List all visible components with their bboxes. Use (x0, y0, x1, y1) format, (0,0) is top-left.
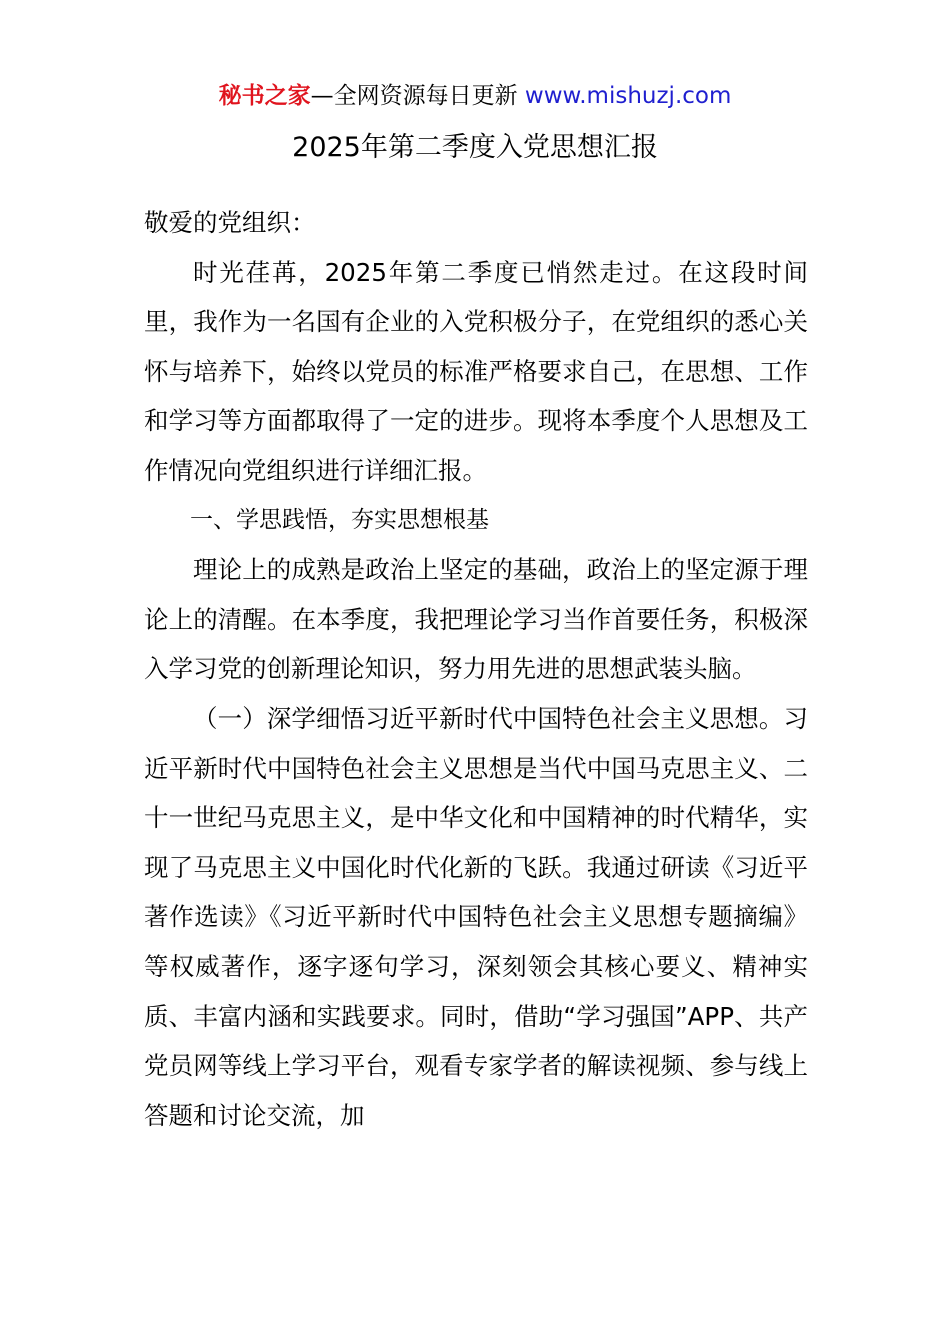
paragraph-section-1: 理论上的成熟是政治上坚定的基础，政治上的坚定源于理论上的清醒。在本季度，我把理论学习当作首要任务，积极深入学习党的创新理论知识，努力用先进的思想武装头脑。 (144, 555, 808, 684)
brand-name: 秘书之家 (218, 83, 311, 109)
document-title: 2025年第二季度入党思想汇报 (292, 132, 658, 163)
paragraph-intro: 时光荏苒，2025年第二季度已悄然走过。在这段时间里，我作为一名国有企业的入党积极分子，在党组织的悉心关怀与培养下，始终以党员的标准严格要求自己，在思想、工作和学习等方面都取得了一定的进步。现将本季度个人思想及工作情况向党组织进行详细汇报。 (144, 257, 808, 485)
site-header (0, 80, 950, 112)
site-url-link[interactable]: www.mishuzj.com (524, 83, 732, 109)
document-body (144, 198, 808, 1140)
paragraph-subsection-1: （一）深学细悟习近平新时代中国特色社会主义思想。习近平新时代中国特色社会主义思想是当代中国马克思主义、二十一世纪马克思主义，是中华文化和中国精神的时代精华，实现了马克思主义中国化时代化新的飞跃。我通过研读《习近平著作选读》《习近平新时代中国特色社会主义思想专题摘编》等权威著作，逐字逐句学习，深刻领会其核心要义、精神实质、丰富内涵和实践要求。同时，借助“学习强国”APP、共产党员网等线上学习平台，观看专家学者的解读视频、参与线上答题和讨论交流，加 (144, 703, 808, 1130)
header-tagline: —全网资源每日更新 (310, 83, 525, 109)
salutation: 敬爱的党组织： (144, 208, 316, 237)
section-heading-1: 一、学思践悟，夯实思想根基 (190, 506, 489, 533)
